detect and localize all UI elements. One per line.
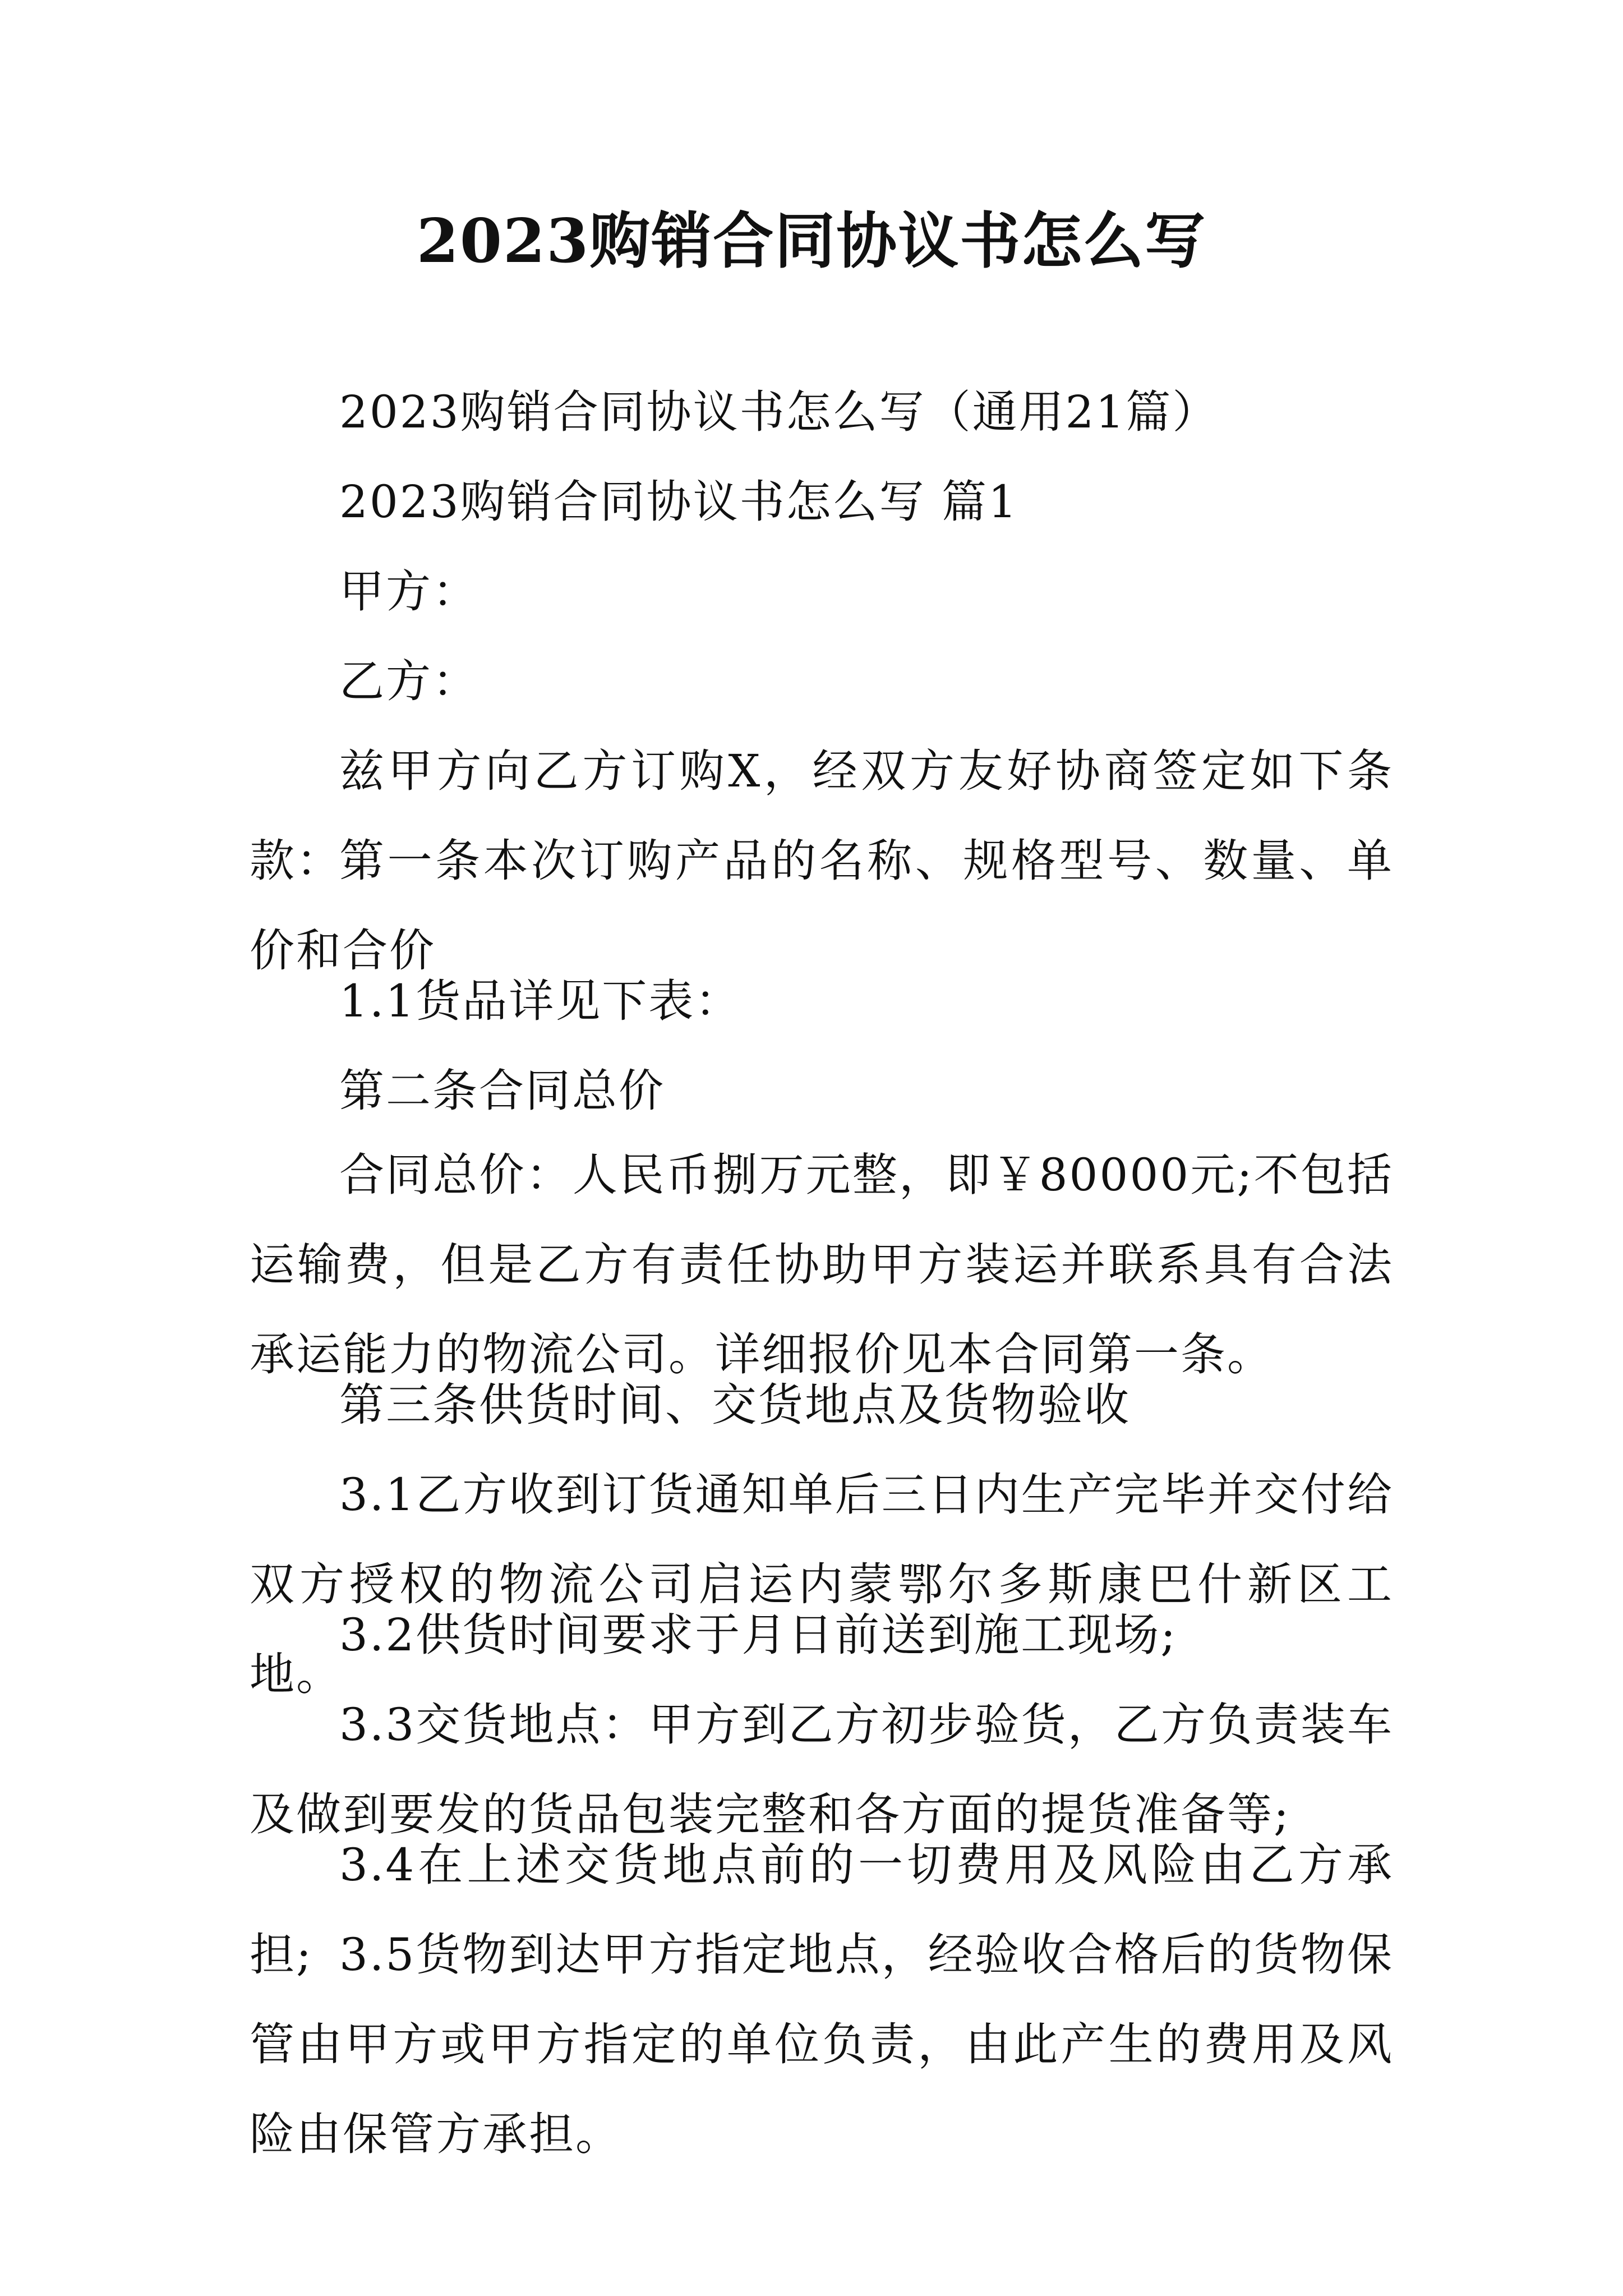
paragraph-total-price: 合同总价：人民币捌万元整，即￥80000元;不包括运输费，但是乙方有责任协助甲方装运并联系具有合法承运能力的物流公司。详细报价见本合同第一条。 xyxy=(250,1149,1394,1381)
paragraph-3-3: 3.3交货地点：甲方到乙方初步验货，乙方负责装车及做到要发的货品包装完整和各方面的提货准备等; xyxy=(250,1699,1394,1841)
paragraph-heading: 2023购销合同协议书怎么写（通用21篇） xyxy=(339,386,1219,438)
paragraph-intro: 兹甲方向乙方订购X，经双方友好协商签定如下条款： xyxy=(250,745,1394,887)
paragraph-3-5: 3.5货物到达甲方指定地点，经验收合格后的货物保管由甲方或甲方指定的单位负责，由此产生的费用及风险由保管方承担。 xyxy=(250,1929,1394,2160)
paragraph-3-2: 3.2供货时间要求于月日前送到施工现场; xyxy=(339,1609,1178,1661)
paragraph-section-title: 2023购销合同协议书怎么写 篇1 xyxy=(339,476,1018,528)
paragraph-3-4: 3.4在上述交货地点前的一切费用及风险由乙方承担; xyxy=(250,1839,1394,1981)
paragraph-3-1: 3.1乙方收到订货通知单后三日内生产完毕并交付给双方授权的物流公司启运内蒙鄂尔多斯康巴什新区工地。 xyxy=(250,1469,1394,1700)
paragraph-article-3: 第三条供货时间、交货地点及货物验收 xyxy=(339,1379,1131,1431)
paragraph-1-1: 1.1货品详见下表： xyxy=(339,975,742,1027)
paragraph-party-b: 乙方： xyxy=(339,655,479,707)
paragraph-article-1: 第一条本次订购产品的名称、规格型号、数量、单价和合价 xyxy=(250,835,1394,977)
paragraph-article-2: 第二条合同总价 xyxy=(339,1065,665,1117)
paragraph-party-a: 甲方： xyxy=(339,565,479,618)
document-title: 2023购销合同协议书怎么写 xyxy=(416,206,1207,277)
